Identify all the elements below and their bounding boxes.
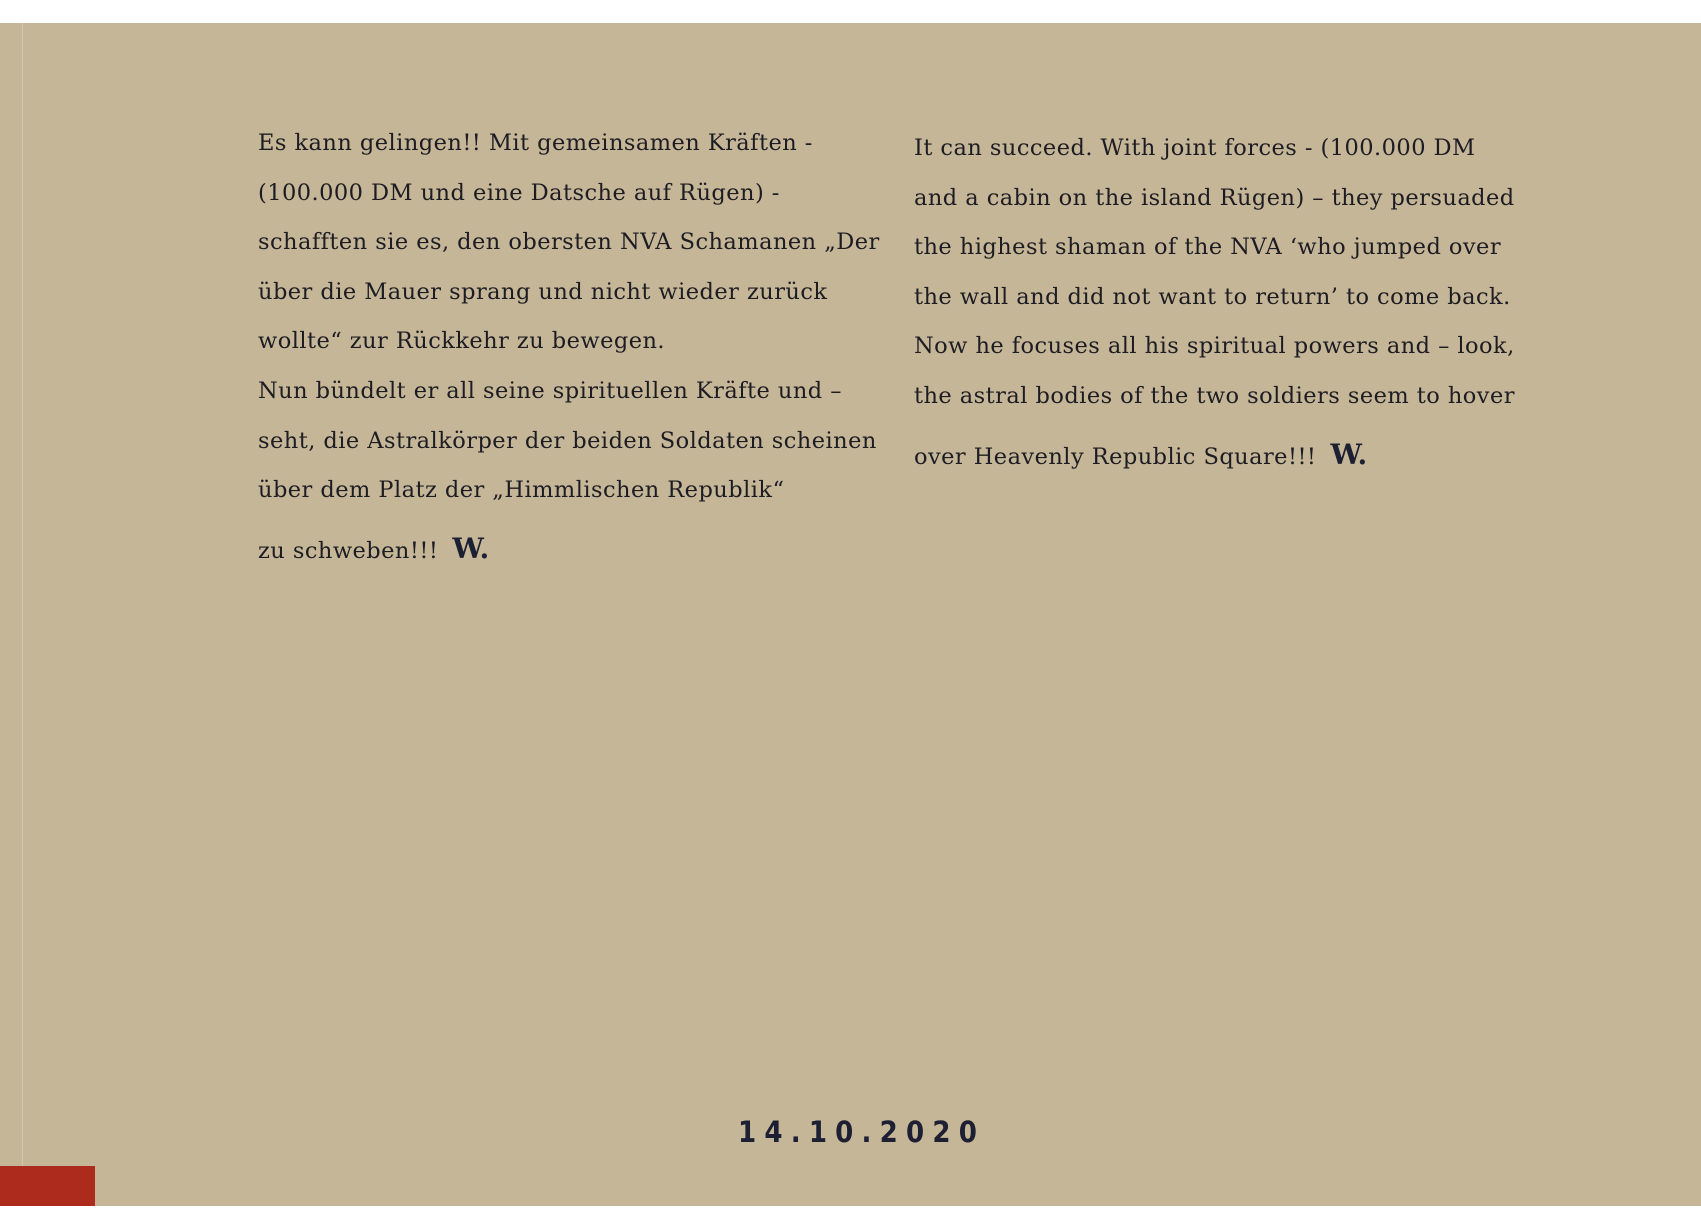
german-line: seht, die Astralkörper der beiden Soldaten scheinen xyxy=(258,427,877,454)
german-text-column xyxy=(258,119,880,573)
english-signature: W. xyxy=(1330,437,1368,471)
document-page xyxy=(0,23,1701,1206)
german-line: über dem Platz der „Himmlischen Republik“ xyxy=(258,477,785,504)
german-line: über die Mauer sprang und nicht wieder zurück xyxy=(258,278,828,305)
footer-date: 14.10.2020 xyxy=(738,1115,986,1149)
german-signature: W. xyxy=(452,531,490,565)
english-closing-text: over Heavenly Republic Square!!! xyxy=(914,443,1317,470)
english-line: and a cabin on the island Rügen) – they persuaded xyxy=(914,184,1515,211)
english-text-column xyxy=(914,124,1515,479)
english-line: Now he focuses all his spiritual powers and – look, xyxy=(914,333,1515,360)
english-last-line xyxy=(914,430,1515,480)
english-line: the astral bodies of the two soldiers seem to hover xyxy=(914,382,1515,409)
german-line: wollte“ zur Rückkehr zu bewegen. xyxy=(258,328,666,355)
english-line: It can succeed. With joint forces - (100.000 DM xyxy=(914,135,1476,161)
german-line: (100.000 DM und eine Datsche auf Rügen) - xyxy=(258,179,780,206)
page-edge-line xyxy=(22,23,23,1206)
english-line: the wall and did not want to return’ to come back. xyxy=(914,283,1511,310)
german-line: schafften sie es, den obersten NVA Schamanen „Der xyxy=(258,229,880,256)
english-line: the highest shaman of the NVA ‘who jumped over xyxy=(914,234,1502,261)
german-line: Nun bündelt er all seine spirituellen Kräfte und – xyxy=(258,377,842,404)
page-corner-marker xyxy=(0,1166,95,1206)
german-line: Es kann gelingen!! Mit gemeinsamen Kräften - xyxy=(258,130,813,156)
german-closing-text: zu schweben!!! xyxy=(258,537,439,564)
german-last-line xyxy=(258,524,880,574)
